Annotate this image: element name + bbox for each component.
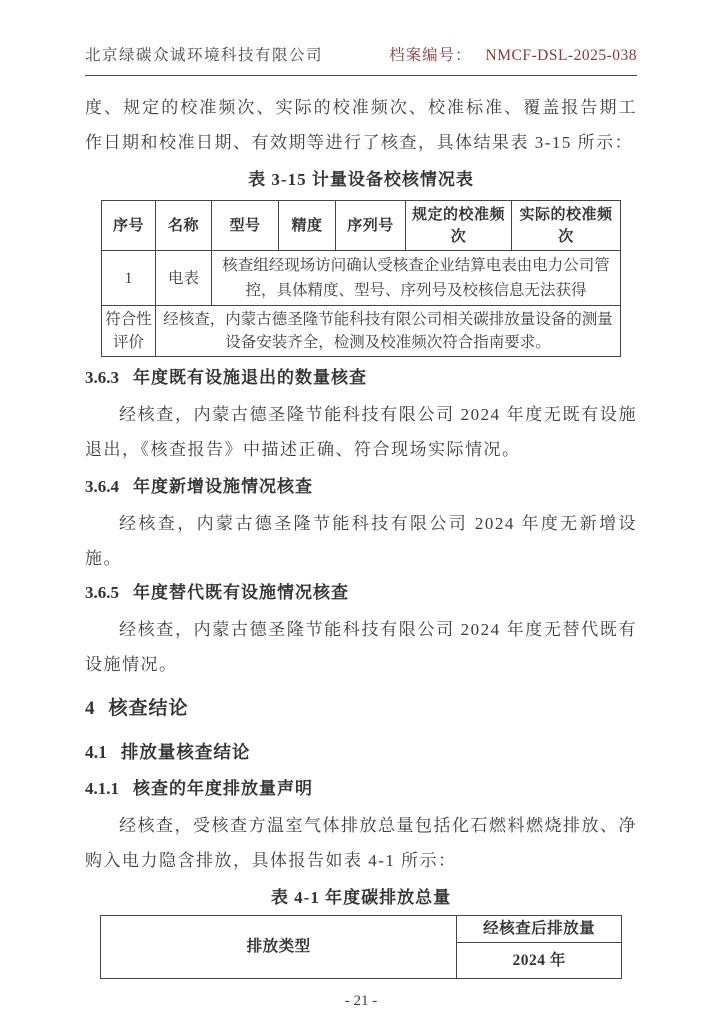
section-title: 核查的年度排放量声明 xyxy=(133,779,313,798)
section-title: 年度替代既有设施情况核查 xyxy=(133,583,349,602)
section-body-3-6-4: 经核查，内蒙古德圣隆节能科技有限公司 2024 年度无新增设施。 xyxy=(85,514,637,568)
section-heading-3-6-5 xyxy=(85,582,637,604)
section-title: 年度新增设施情况核查 xyxy=(133,477,313,496)
table-3-15-header-row xyxy=(102,201,621,251)
col-header-required-freq: 规定的校准频次 xyxy=(406,201,512,251)
section-number: 3.6.4 xyxy=(85,477,119,496)
section-number: 4.1 xyxy=(85,742,107,762)
cell-conformity-detail: 经核查，内蒙古德圣隆节能科技有限公司相关碳排放量设备的测量设备安装齐全，检测及校准频次符合指南要求。 xyxy=(155,306,620,357)
table-4-1-title: 表 4-1 年度碳排放总量 xyxy=(270,888,452,907)
cell-device-name: 电表 xyxy=(155,251,211,306)
section-heading-3-6-3 xyxy=(85,367,637,389)
page-number: - 21 - xyxy=(344,993,378,1009)
table-4-1 xyxy=(100,915,622,979)
col-header-emission-type: 排放类型 xyxy=(101,916,457,979)
section-title: 排放量核查结论 xyxy=(120,742,251,762)
section-heading-4 xyxy=(85,696,637,722)
col-header-precision: 精度 xyxy=(278,201,335,251)
section-heading-4-1 xyxy=(85,740,637,764)
section-number: 3.6.5 xyxy=(85,583,119,602)
table-4-1-header-row xyxy=(101,916,622,943)
section-number: 3.6.3 xyxy=(85,368,119,387)
table-3-15-title: 表 3-15 计量设备校核情况表 xyxy=(248,170,474,189)
col-header-name: 名称 xyxy=(155,201,211,251)
section-number: 4 xyxy=(85,698,95,719)
table-row xyxy=(102,251,621,306)
table-3-15 xyxy=(101,200,621,357)
cell-device-detail: 核查组经现场访问确认受核查企业结算电表由电力公司管控，具体精度、型号、序列号及校核信息无法获得 xyxy=(212,251,621,306)
col-header-seq: 序号 xyxy=(102,201,156,251)
section-title: 年度既有设施退出的数量核查 xyxy=(133,368,367,387)
cell-seq: 1 xyxy=(102,251,156,306)
col-header-verified-emission: 经核查后排放量 xyxy=(457,916,622,943)
section-body-3-6-3: 经核查，内蒙古德圣隆节能科技有限公司 2024 年度无既有设施退出，《核查报告》中描述正确、符合现场实际情况。 xyxy=(85,405,637,459)
section-heading-3-6-4 xyxy=(85,476,637,498)
section-body-4-1-1: 经核查，受核查方温室气体排放总量包括化石燃料燃烧排放、净购入电力隐含排放，具体报告如表 4-1 所示： xyxy=(85,816,637,870)
section-body-3-6-5: 经核查，内蒙古德圣隆节能科技有限公司 2024 年度无替代既有设施情况。 xyxy=(85,620,637,674)
col-header-year: 2024 年 xyxy=(457,943,622,979)
archive-number-value: NMCF-DSL-2025-038 xyxy=(485,47,637,64)
archive-number-label: 档案编号： xyxy=(389,47,472,64)
table-row xyxy=(102,306,621,357)
section-title: 核查结论 xyxy=(108,698,189,719)
cell-conformity-label: 符合性评价 xyxy=(102,306,156,357)
col-header-serial: 序列号 xyxy=(336,201,406,251)
col-header-actual-freq: 实际的校准频次 xyxy=(511,201,620,251)
company-name: 北京绿碳众诚环境科技有限公司 xyxy=(85,47,324,64)
section-number: 4.1.1 xyxy=(85,779,119,798)
page-header xyxy=(85,44,637,76)
col-header-model: 型号 xyxy=(212,201,279,251)
archive-number-group xyxy=(389,44,637,68)
section-heading-4-1-1 xyxy=(85,778,637,800)
intro-paragraph: 度、规定的校准频次、实际的校准频次、校准标准、覆盖报告期工作日期和校准日期、有效期等进行了核查，具体结果表 3-15 所示： xyxy=(85,98,637,152)
